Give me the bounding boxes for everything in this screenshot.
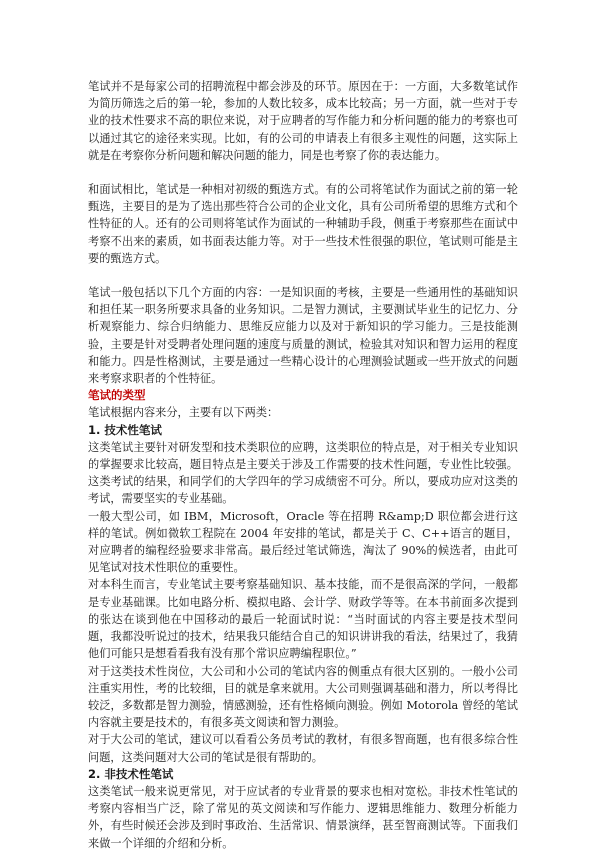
paragraph-gap	[88, 267, 518, 284]
non-technical-paragraph-1: 这类笔试一般来说更常见，对于应试者的专业背景的要求也相对宽松。非技术性笔试的考察内容相当广泛，除了常见的英文阅读和写作能力、逻辑思维能力、数理分析能力外，有些时候还会涉及到时事政治、生活常识、情景演绎，甚至智商测试等。下面我们来做一个详细的介绍和分析。	[88, 784, 518, 850]
section-intro: 笔试根据内容来分，主要有以下两类：	[88, 406, 279, 420]
intro-paragraph-2: 和面试相比，笔试是一种相对初级的甄选方式。有的公司将笔试作为面试之前的第一轮甄选，主要目的是为了选出那些符合公司的企业文化，具有公司所希望的思维方式和个性特征的人。还有的公司则将笔试作为面试的一种辅助手段，侧重于考察那些在面试中考察不出来的素质，如书面表达能力等。对于一些技术性很强的职位，笔试则可能是主要的甄选方式。	[88, 183, 518, 265]
paragraph-gap	[88, 164, 518, 181]
intro-paragraph-1: 笔试并不是每家公司的招聘流程中都会涉及的环节。原因在于：一方面，大多数笔试作为简历筛选之后的第一轮，参加的人数比较多，成本比较高；另一方面，就一些对于专业的技术性要求不高的职位来说，对于应聘者的写作能力和分析问题的能力的考察也可以通过其它的途径来实现。比如，有的公司的申请表上有很多主观性的问题，这实际上就是在考察你分析问题和解决问题的能力，同是也考察了你的表达能力。	[88, 80, 518, 162]
technical-test-heading: 1. 技术性笔试	[88, 422, 162, 437]
non-technical-test-heading: 2. 非技术性笔试	[88, 766, 174, 781]
intro-paragraph-3: 笔试一般包括以下几个方面的内容：一是知识面的考核，主要是一些通用性的基础知识和担任某一职务所要求具备的业务知识。二是智力测试，主要测试毕业生的记忆力、分析观察能力、综合归纳能力、思维反应能力以及对于新知识的学习能力。三是技能测验，主要是针对受聘者处理问题的速度与质量的测试，检验其对知识和智力运用的程度和能力。四是性格测试，主要是通过一些精心设计的心理测验试题或一些开放式的问题来考察求职者的个性特征。	[88, 286, 518, 386]
document-body	[88, 78, 518, 852]
technical-paragraph-2: 一般大型公司，如 IBM，Microsoft，Oracle 等在招聘 R&amp;D 职位都会进行这样的笔试。例如微软工程院在 2004 年安排的笔试，都是关于 C、C++语言的题目，对应聘者的编程经验要求非常高。最后经过笔试筛选，淘汰了 90%的候选者，由此可见笔试对技术性职位的重要性。	[88, 509, 518, 575]
technical-paragraph-4: 对于这类技术性岗位，大公司和小公司的笔试内容的侧重点有很大区别的。一般小公司注重实用性，考的比较细，目的就是拿来就用。大公司则强调基础和潜力，所以考得比较泛，多数都是智力测验，情感测验，还有性格倾向测验。例如 Motorola 曾经的笔试内容就主要是技术的，有很多英文阅读和智力测验。	[88, 664, 518, 730]
technical-paragraph-1: 这类笔试主要针对研发型和技术类职位的应聘，这类职位的特点是，对于相关专业知识的掌握要求比较高，题目特点是主要关于涉及工作需要的技术性问题，专业性比较强。这类考试的结果，和同学们的大学四年的学习成绩密不可分。所以，要成功应对这类的考试，需要坚实的专业基础。	[88, 440, 518, 506]
technical-paragraph-5: 对于大公司的笔试，建议可以看看公务员考试的教材，有很多智商题，也有很多综合性问题，这类问题对大公司的笔试是很有帮助的。	[88, 733, 518, 764]
technical-paragraph-3: 对本科生而言，专业笔试主要考察基础知识、基本技能，而不是很高深的学问，一般都是专业基础课。比如电路分析、模拟电路、会计学、财政学等等。在本书前面多次提到的张达在谈到他在中国移动的最后一轮面试时说：“当时面试的内容主要是技术型问题，我都没听说过的技术，结果我只能结合自己的知识讲讲我的看法，结果过了，我猜他们可能只是想看看我有没有那个常识应聘编程职位。”	[88, 578, 518, 661]
section-title-types: 笔试的类型	[88, 388, 146, 403]
